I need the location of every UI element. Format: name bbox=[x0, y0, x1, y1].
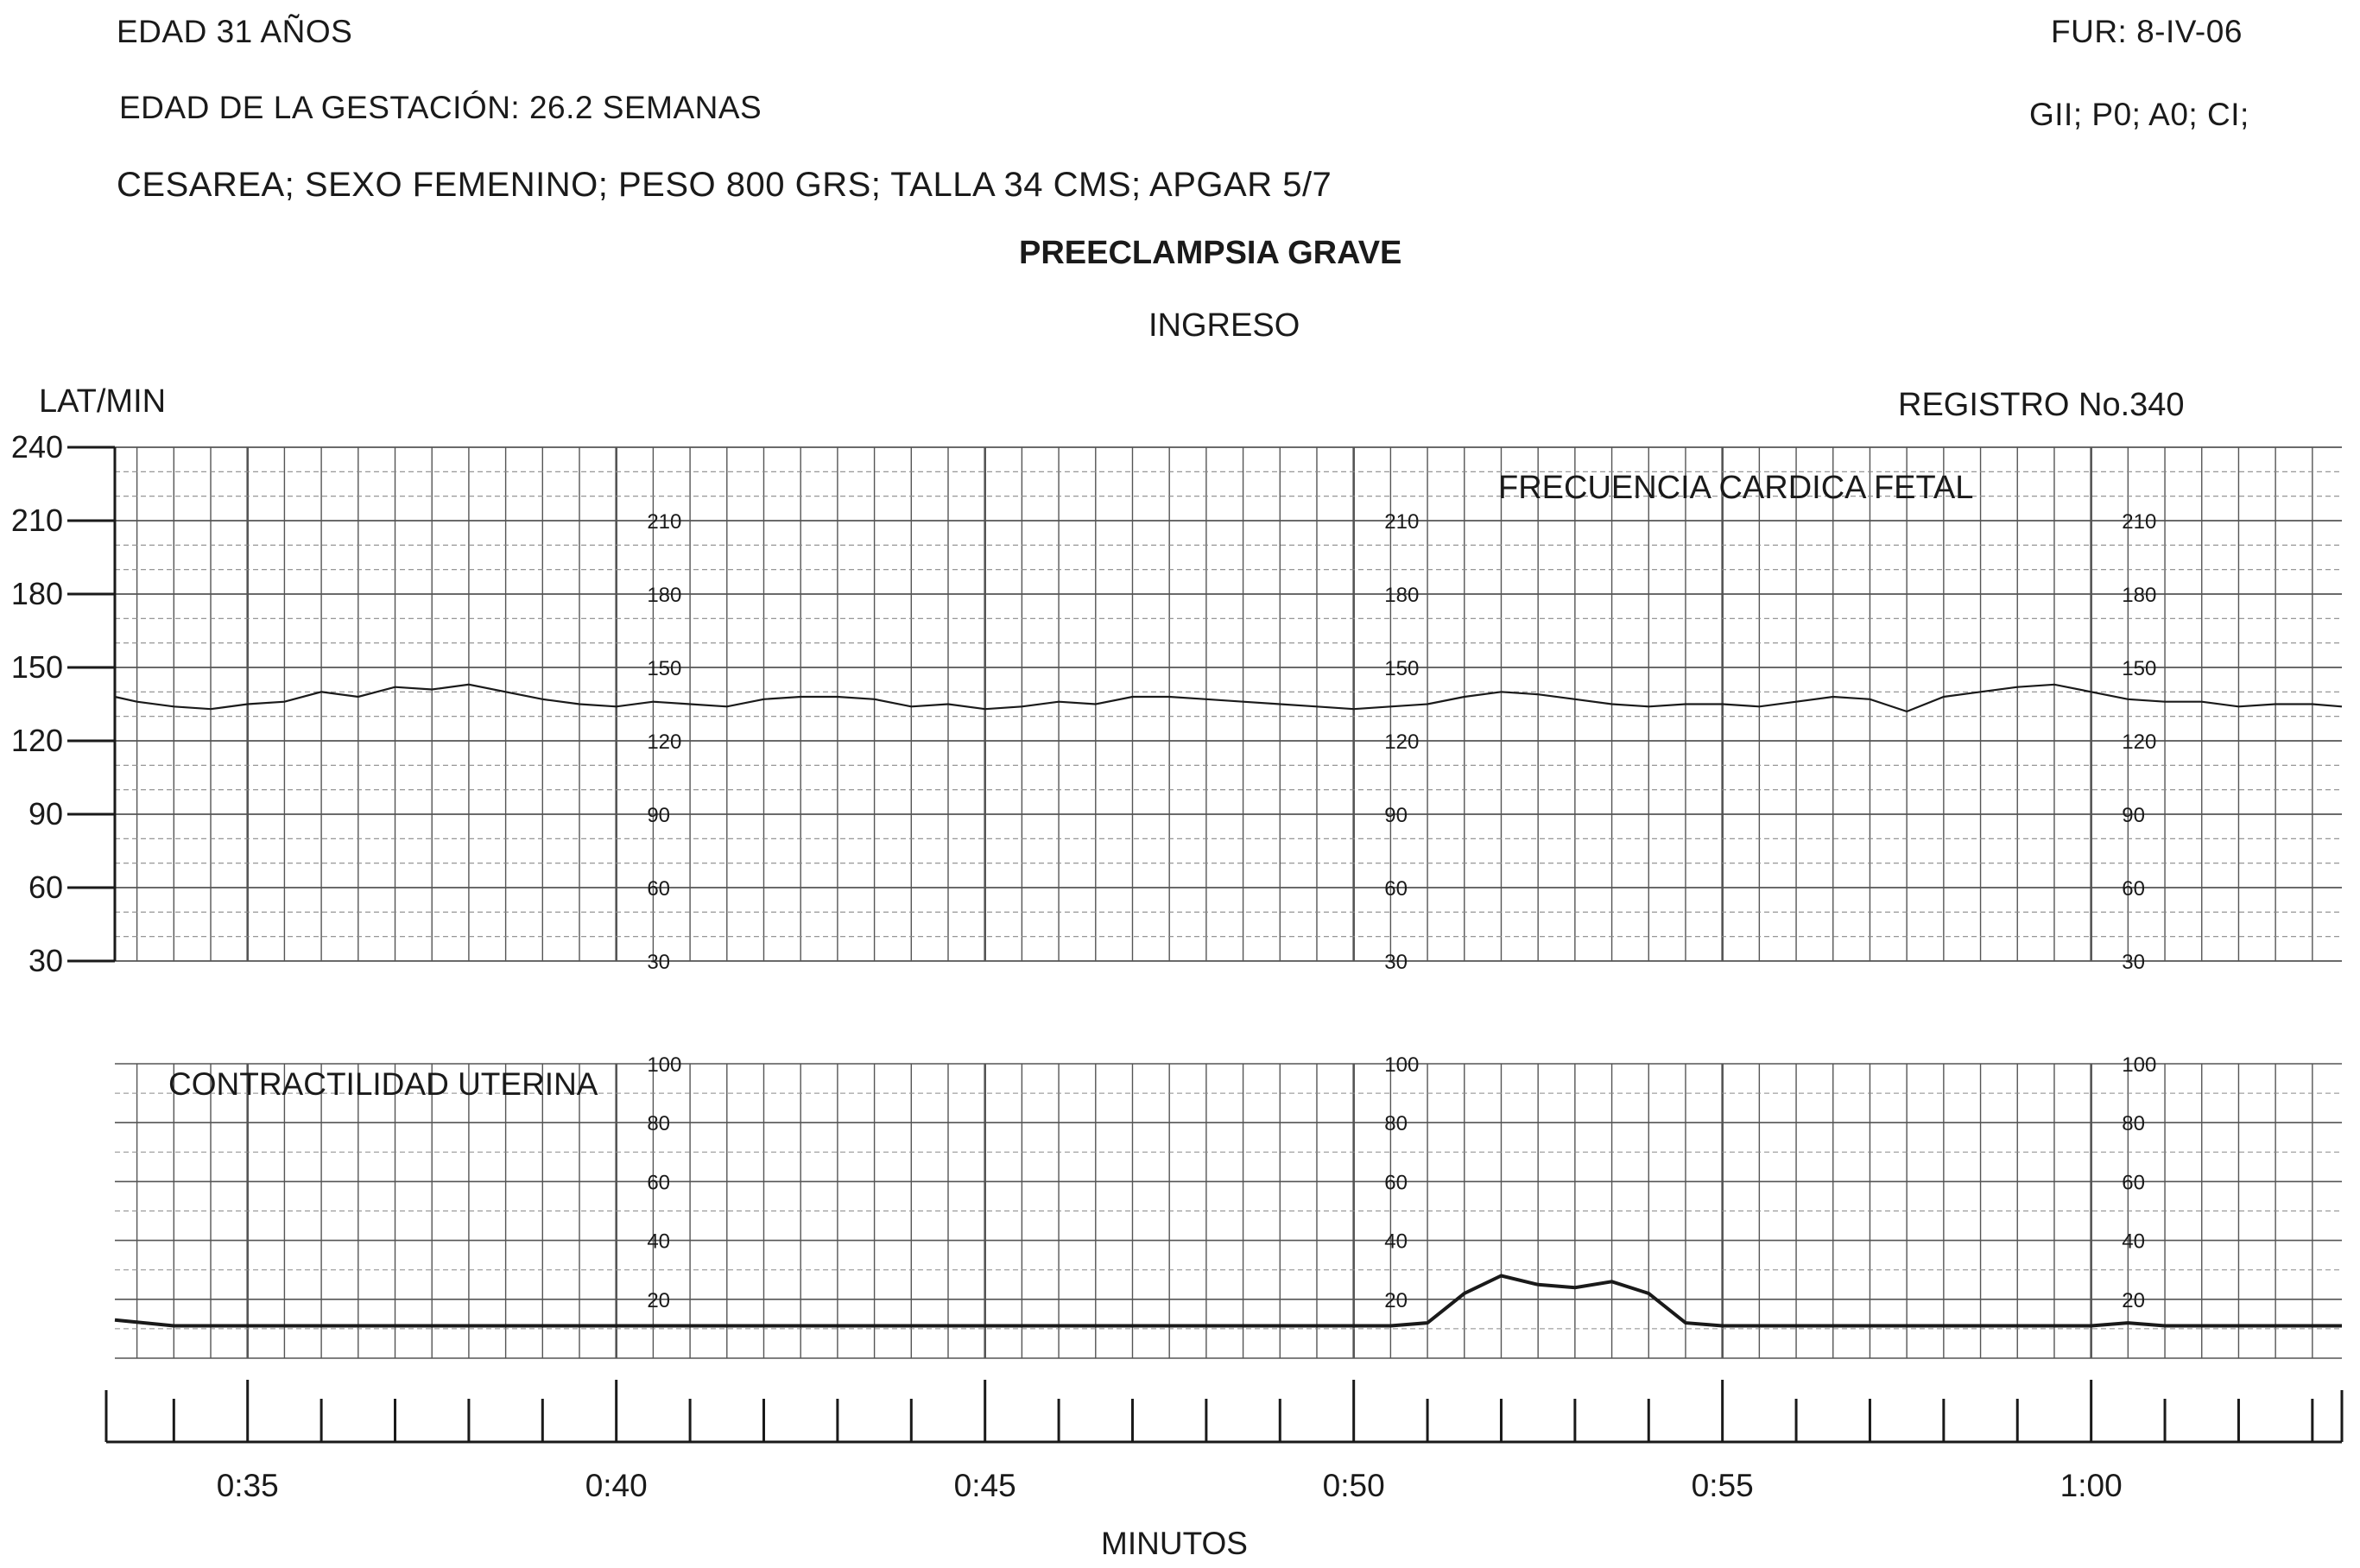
fhr-inner-tick-label: 180 bbox=[647, 584, 682, 607]
fhr-inner-tick-label: 60 bbox=[2122, 877, 2145, 901]
fhr-inner-tick-label: 150 bbox=[2122, 657, 2157, 680]
fhr-inner-tick-label: 60 bbox=[1384, 877, 1408, 901]
uc-inner-tick-label: 100 bbox=[2122, 1053, 2157, 1077]
stage-label: INGRESO bbox=[1148, 307, 1300, 344]
fhr-inner-tick-label: 120 bbox=[1384, 730, 1420, 754]
fhr-grid bbox=[115, 447, 2342, 961]
delivery-details: CESAREA; SEXO FEMENINO; PESO 800 GRS; TALLA 34 CMS; APGAR 5/7 bbox=[117, 166, 1332, 204]
fur-date: FUR: 8-IV-06 bbox=[2051, 14, 2243, 49]
uc-panel-title: CONTRACTILIDAD UTERINA bbox=[168, 1066, 598, 1102]
fhr-inner-tick-label: 180 bbox=[1384, 584, 1420, 607]
fhr-y-tick-label: 210 bbox=[10, 503, 63, 538]
uc-inner-tick-label: 20 bbox=[647, 1288, 671, 1312]
fhr-inner-tick-label: 150 bbox=[1384, 657, 1420, 680]
uc-inner-tick-label: 60 bbox=[2122, 1171, 2145, 1195]
uc-inner-tick-label: 80 bbox=[1384, 1112, 1408, 1136]
fhr-y-tick-label: 60 bbox=[28, 869, 63, 905]
uc-inner-tick-label: 40 bbox=[2122, 1230, 2145, 1254]
fhr-inner-tick-label: 210 bbox=[647, 510, 682, 534]
obstetric-history: GII; P0; A0; CI; bbox=[2029, 97, 2249, 132]
fhr-inner-tick-label: 120 bbox=[647, 730, 682, 754]
fhr-inner-scales bbox=[647, 510, 2156, 974]
fhr-inner-tick-label: 150 bbox=[647, 657, 682, 680]
fhr-inner-tick-label: 30 bbox=[647, 951, 671, 974]
fhr-inner-tick-label: 30 bbox=[2122, 951, 2145, 974]
diagnosis-title: PREECLAMPSIA GRAVE bbox=[1019, 235, 1402, 271]
time-axis-tick-label: 1:00 bbox=[2059, 1468, 2123, 1503]
uc-inner-tick-label: 20 bbox=[1384, 1288, 1408, 1312]
fhr-series-line bbox=[115, 685, 2342, 711]
time-axis-tick-label: 0:40 bbox=[585, 1468, 648, 1503]
patient-age: EDAD 31 AÑOS bbox=[117, 14, 353, 49]
fhr-y-tick-label: 240 bbox=[10, 429, 63, 465]
x-axis-label: MINUTOS bbox=[1101, 1526, 1248, 1561]
fhr-inner-tick-label: 210 bbox=[1384, 510, 1420, 534]
fhr-y-tick-label: 120 bbox=[10, 723, 63, 758]
fhr-inner-tick-label: 30 bbox=[1384, 951, 1408, 974]
time-axis-tick-label: 0:35 bbox=[216, 1468, 279, 1503]
fhr-y-tick-label: 30 bbox=[28, 943, 63, 978]
fhr-y-tick-label: 150 bbox=[10, 649, 63, 685]
uc-inner-scales bbox=[647, 1053, 2156, 1312]
fhr-y-tick-label: 90 bbox=[28, 796, 63, 831]
fhr-inner-tick-label: 90 bbox=[2122, 804, 2145, 827]
uc-inner-tick-label: 100 bbox=[1384, 1053, 1420, 1077]
uc-series-line bbox=[115, 1276, 2342, 1326]
uc-grid bbox=[115, 1064, 2342, 1358]
fhr-inner-tick-label: 90 bbox=[1384, 804, 1408, 827]
fhr-inner-tick-label: 120 bbox=[2122, 730, 2157, 754]
uc-inner-tick-label: 20 bbox=[2122, 1288, 2145, 1312]
fhr-inner-tick-label: 60 bbox=[647, 877, 671, 901]
uc-inner-tick-label: 60 bbox=[647, 1171, 671, 1195]
fhr-inner-tick-label: 210 bbox=[2122, 510, 2157, 534]
time-axis-tick-label: 0:45 bbox=[953, 1468, 1016, 1503]
uc-inner-tick-label: 40 bbox=[1384, 1230, 1408, 1254]
uc-inner-tick-label: 60 bbox=[1384, 1171, 1408, 1195]
uc-inner-tick-label: 80 bbox=[2122, 1112, 2145, 1136]
fhr-inner-tick-label: 180 bbox=[2122, 584, 2157, 607]
time-axis-tick-label: 0:50 bbox=[1322, 1468, 1385, 1503]
gestational-age: EDAD DE LA GESTACIÓN: 26.2 SEMANAS bbox=[119, 90, 762, 125]
fhr-panel-title: FRECUENCIA CARDICA FETAL bbox=[1498, 470, 1974, 506]
fhr-y-tick-label: 180 bbox=[10, 576, 63, 611]
uc-inner-tick-label: 100 bbox=[647, 1053, 682, 1077]
fhr-inner-tick-label: 90 bbox=[647, 804, 671, 827]
uc-inner-tick-label: 80 bbox=[647, 1112, 671, 1136]
time-axis bbox=[106, 1380, 2342, 1503]
registro-number: REGISTRO No.340 bbox=[1898, 387, 2185, 423]
time-axis-tick-label: 0:55 bbox=[1691, 1468, 1754, 1503]
fhr-y-axis bbox=[11, 429, 115, 978]
fhr-unit-label: LAT/MIN bbox=[39, 383, 167, 420]
uc-inner-tick-label: 40 bbox=[647, 1230, 671, 1254]
